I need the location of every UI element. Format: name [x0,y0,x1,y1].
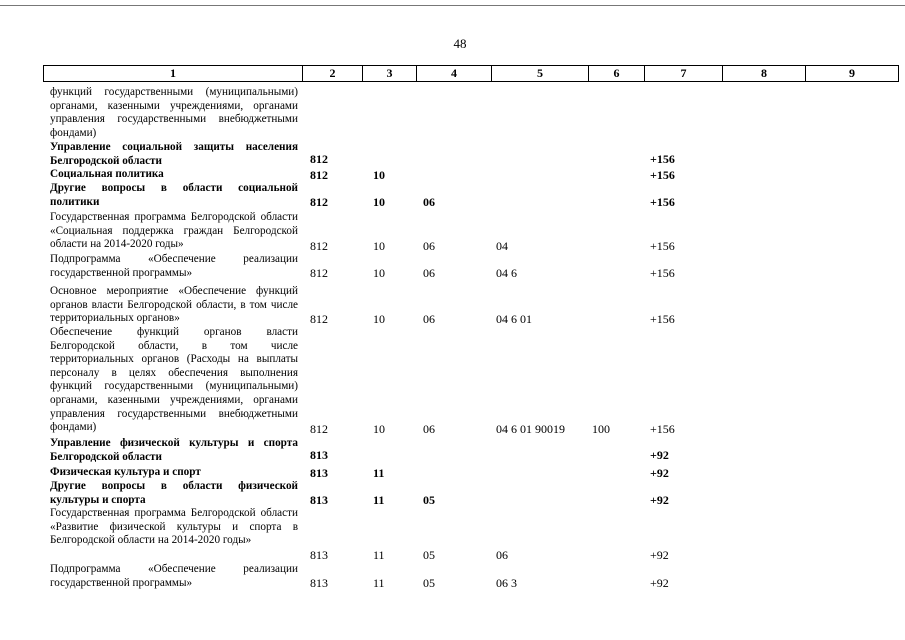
cell-col3: 11 [373,466,385,480]
cell-col2: 812 [310,239,328,253]
cell-col7: +156 [650,312,675,326]
table-header [43,65,899,82]
column-header-8: 8 [723,66,806,81]
cell-col7: +92 [650,448,669,462]
cell-col2: 813 [310,466,328,480]
cell-col4: 05 [423,493,435,507]
row-description: Другие вопросы в области физической культуры и спорта [50,480,298,506]
cell-col5: 04 6 [496,266,517,280]
page-top-edge [0,5,905,6]
cell-col2: 812 [310,152,328,166]
cell-col2: 812 [310,312,328,326]
row-description: Социальная политика [50,168,164,180]
cell-col7: +156 [650,168,675,182]
cell-col4: 06 [423,312,435,326]
cell-col7: +92 [650,466,669,480]
cell-col3: 11 [373,576,385,590]
cell-col3: 11 [373,548,385,562]
cell-col2: 812 [310,266,328,280]
row-description: Другие вопросы в области социальной политики [50,182,298,208]
row-description: Управление физической культуры и спорта Белгородской области [50,437,298,463]
cell-col5: 06 [496,548,508,562]
cell-col3: 10 [373,422,385,436]
row-description: Государственная программа Белгородской области «Социальная поддержка граждан Белгородской области на 2014-2020 годы» [50,211,298,251]
cell-col5: 06 3 [496,576,517,590]
page-number: 48 [453,36,467,51]
row-description: Подпрограмма «Обеспечение реализации государственной программы» [50,563,298,589]
cell-col7: +92 [650,548,669,562]
row-description: Основное мероприятие «Обеспечение функций органов власти Белгородской области, в том числе территориальных органов» [50,285,298,325]
cell-col5: 04 6 01 [496,312,532,326]
row-description: Обеспечение функций органов власти Белгородской области, в том числе территориальных органов (Расходы на выплаты персоналу в целях обеспечения выполнения функций государственными (муниципальными) органами, казенными учреждениями, органами управления государственными внебюджетными фондами) [50,326,298,434]
cell-col4: 06 [423,266,435,280]
cell-col2: 812 [310,195,328,209]
cell-col2: 813 [310,448,328,462]
cell-col7: +156 [650,195,675,209]
row-description: Государственная программа Белгородской области «Развитие физической культуры и спорта в Белгородской области на 2014-2020 годы» [50,507,298,547]
cell-col3: 10 [373,266,385,280]
cell-col4: 05 [423,576,435,590]
cell-col3: 10 [373,195,385,209]
column-header-3: 3 [363,66,417,81]
cell-col2: 813 [310,493,328,507]
row-description: Управление социальной защиты населения Белгородской области [50,141,298,167]
row-description: Подпрограмма «Обеспечение реализации государственной программы» [50,253,298,279]
cell-col2: 813 [310,576,328,590]
cell-col4: 06 [423,195,435,209]
column-header-4: 4 [417,66,492,81]
row-description: функций государственными (муниципальными) органами, казенными учреждениями, органами управления государственными внебюджетными фондами) [50,86,298,139]
column-header-6: 6 [589,66,645,81]
column-header-9: 9 [849,66,855,80]
column-header-7: 7 [645,66,723,81]
cell-col4: 05 [423,548,435,562]
cell-col2: 812 [310,168,328,182]
cell-col4: 06 [423,239,435,253]
cell-col7: +156 [650,152,675,166]
cell-col5: 04 [496,239,508,253]
cell-col7: +156 [650,422,675,436]
cell-col3: 10 [373,239,385,253]
cell-col7: +92 [650,576,669,590]
cell-col3: 10 [373,312,385,326]
cell-col6: 100 [592,422,610,436]
column-header-5: 5 [492,66,589,81]
cell-col3: 11 [373,493,385,507]
cell-col3: 10 [373,168,385,182]
cell-col7: +156 [650,239,675,253]
cell-col2: 813 [310,548,328,562]
cell-col2: 812 [310,422,328,436]
column-header-2: 2 [303,66,363,81]
row-description: Физическая культура и спорт [50,466,201,478]
cell-col4: 06 [423,422,435,436]
cell-col7: +92 [650,493,669,507]
cell-col7: +156 [650,266,675,280]
cell-col5: 04 6 01 90019 [496,422,565,436]
column-header-1: 1 [44,66,303,81]
